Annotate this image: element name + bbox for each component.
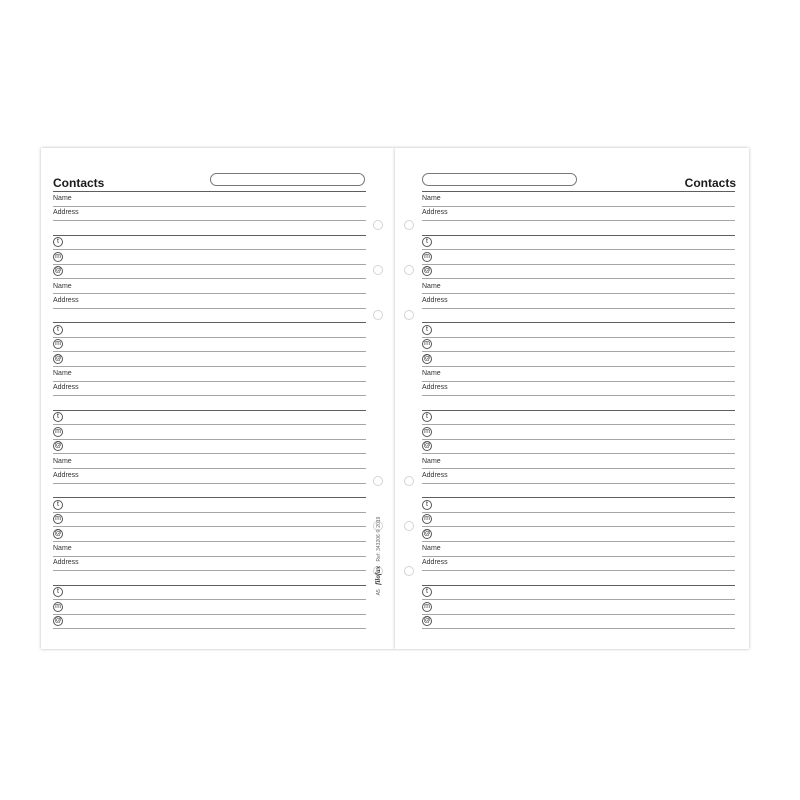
tab-name-box[interactable] (210, 173, 365, 186)
punch-hole (404, 310, 414, 320)
telephone-line[interactable] (53, 249, 366, 250)
telephone-line[interactable] (422, 337, 735, 338)
email-icon: @ (423, 529, 431, 537)
name-label: Name (53, 545, 72, 552)
mobile-line[interactable] (422, 351, 735, 352)
page-title: Contacts (684, 176, 736, 190)
address-line[interactable] (53, 322, 366, 323)
telephone-line[interactable] (422, 424, 735, 425)
name-label: Name (53, 282, 72, 290)
name-line[interactable] (422, 381, 735, 382)
address-line[interactable] (53, 220, 366, 221)
telephone-line[interactable] (422, 512, 735, 513)
email-icon: @ (54, 267, 62, 274)
address-line[interactable] (422, 322, 735, 323)
address-line[interactable] (53, 308, 366, 309)
email-line[interactable] (422, 628, 735, 629)
imprint-ref: Ref: 343206 © 2019 (376, 516, 382, 562)
name-line[interactable] (422, 206, 735, 207)
address-line[interactable] (422, 395, 735, 396)
mobile-line[interactable] (53, 351, 366, 352)
address-line[interactable] (53, 570, 366, 571)
punch-hole (404, 220, 414, 230)
telephone-icon: t (422, 325, 432, 335)
address-line[interactable] (422, 570, 735, 571)
name-label: Name (422, 282, 441, 290)
address-label: Address (53, 559, 79, 566)
telephone-icon: t (422, 237, 432, 247)
telephone-line[interactable] (422, 599, 735, 600)
telephone-icon: t (53, 237, 63, 247)
mobile-line[interactable] (422, 614, 735, 615)
name-label: Name (422, 370, 441, 377)
punch-hole (404, 265, 414, 275)
name-label: Name (422, 195, 441, 202)
address-line[interactable] (53, 483, 366, 484)
name-label: Name (53, 370, 72, 377)
page-title: Contacts (53, 176, 105, 190)
filofax-logo: filofax (374, 565, 382, 585)
email-icon: @ (54, 529, 62, 537)
telephone-icon: t (53, 587, 63, 597)
email-icon: @ (423, 442, 431, 449)
mobile-line[interactable] (53, 526, 366, 527)
imprint-size: A5 (376, 589, 382, 596)
address-line[interactable] (53, 497, 366, 498)
address-label: Address (422, 209, 448, 216)
telephone-icon: t (422, 500, 432, 510)
left-page (41, 148, 395, 649)
name-line[interactable] (53, 293, 366, 294)
address-line[interactable] (53, 410, 366, 411)
mobile-icon: m (53, 427, 63, 437)
email-icon: @ (54, 354, 62, 362)
name-label: Name (422, 545, 441, 552)
name-line[interactable] (422, 556, 735, 557)
mobile-icon: m (422, 427, 432, 437)
punch-hole (373, 265, 383, 275)
address-line[interactable] (53, 395, 366, 396)
mobile-icon: m (53, 339, 63, 349)
imprint (374, 517, 382, 596)
address-line[interactable] (422, 235, 735, 236)
address-label: Address (53, 471, 79, 479)
email-icon: @ (423, 267, 431, 274)
telephone-line[interactable] (53, 424, 366, 425)
name-label: Name (53, 195, 72, 202)
address-line[interactable] (422, 410, 735, 411)
telephone-line[interactable] (53, 599, 366, 600)
punch-hole (404, 521, 414, 531)
address-label: Address (53, 384, 79, 391)
email-line[interactable] (422, 453, 735, 454)
name-line[interactable] (53, 381, 366, 382)
address-line[interactable] (422, 497, 735, 498)
telephone-line[interactable] (422, 249, 735, 250)
email-line[interactable] (53, 278, 366, 279)
name-line[interactable] (53, 556, 366, 557)
email-line[interactable] (53, 541, 366, 542)
telephone-line[interactable] (53, 337, 366, 338)
email-line[interactable] (53, 628, 366, 629)
tab-name-box[interactable] (422, 173, 577, 186)
name-label: Name (53, 457, 72, 465)
address-line[interactable] (422, 483, 735, 484)
telephone-icon: t (422, 587, 432, 597)
punch-hole (373, 476, 383, 486)
name-line[interactable] (53, 468, 366, 469)
address-label: Address (53, 296, 79, 304)
email-icon: @ (54, 617, 62, 624)
email-icon: @ (54, 442, 62, 449)
telephone-icon: t (53, 325, 63, 335)
address-line[interactable] (422, 585, 735, 586)
title-underline (53, 191, 366, 192)
mobile-icon: m (53, 602, 63, 612)
mobile-icon: m (422, 514, 432, 524)
mobile-line[interactable] (53, 439, 366, 440)
name-line[interactable] (53, 206, 366, 207)
address-label: Address (53, 209, 79, 216)
title-underline (422, 191, 735, 192)
email-icon: @ (423, 617, 431, 624)
mobile-line[interactable] (422, 439, 735, 440)
telephone-icon: t (422, 412, 432, 422)
address-label: Address (422, 471, 448, 479)
address-line[interactable] (53, 585, 366, 586)
mobile-icon: m (422, 252, 432, 262)
email-line[interactable] (422, 278, 735, 279)
punch-hole (373, 220, 383, 230)
email-line[interactable] (53, 366, 366, 367)
name-label: Name (422, 457, 441, 465)
name-line[interactable] (422, 293, 735, 294)
right-page (395, 148, 749, 649)
punch-hole (404, 566, 414, 576)
email-line[interactable] (53, 453, 366, 454)
mobile-line[interactable] (53, 614, 366, 615)
mobile-icon: m (53, 514, 63, 524)
address-label: Address (422, 559, 448, 566)
address-line[interactable] (53, 235, 366, 236)
email-line[interactable] (422, 541, 735, 542)
email-line[interactable] (422, 366, 735, 367)
mobile-icon: m (53, 252, 63, 262)
mobile-icon: m (422, 602, 432, 612)
address-label: Address (422, 384, 448, 391)
telephone-line[interactable] (53, 512, 366, 513)
punch-hole (404, 476, 414, 486)
punch-hole (373, 310, 383, 320)
address-line[interactable] (422, 308, 735, 309)
mobile-line[interactable] (422, 264, 735, 265)
address-line[interactable] (422, 220, 735, 221)
telephone-icon: t (53, 412, 63, 422)
mobile-icon: m (422, 339, 432, 349)
address-label: Address (422, 296, 448, 304)
telephone-icon: t (53, 500, 63, 510)
name-line[interactable] (422, 468, 735, 469)
mobile-line[interactable] (422, 526, 735, 527)
mobile-line[interactable] (53, 264, 366, 265)
email-icon: @ (423, 354, 431, 362)
